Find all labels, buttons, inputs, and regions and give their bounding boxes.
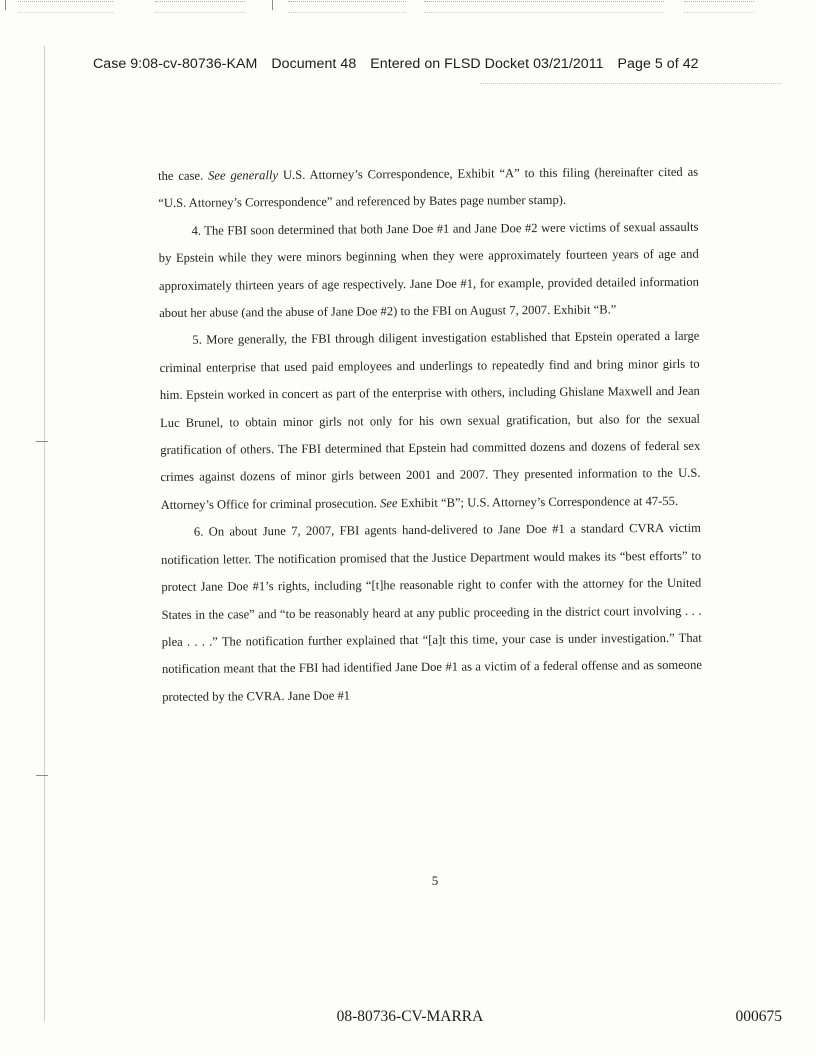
case-number: Case 9:08-cv-80736-KAM [93,56,258,72]
paragraph [158,159,698,218]
text-run: the case. [158,168,209,183]
text-run: 4. The FBI soon determined that both Jane Doe #1 and Jane Doe #2 were victims of sexual assaults by Epstein while they were minors beginning when they were approximately fourteen years of age and approximately thirteen years of age respectively. Jane Doe #1, for example, provided detailed information about her abuse (and the abuse of Jane Doe #2) to the FBI on August 7, 2007. Exhibit “B.” [158,219,700,321]
footer-case-id: 08-80736-CV-MARRA [336,1008,484,1025]
paragraph [159,323,700,519]
case-header [93,56,753,72]
bates-number: 000675 [735,1008,782,1025]
scan-artifact-top [0,0,816,14]
text-run: U.S. Attorney’s Correspondence, Exhibit “A” to this filing (hereinafter cited as “U.S. Attorney’s Correspondence” and referenced by Bates page number stamp). [158,164,699,211]
page-number: 5 [431,873,439,888]
citation-signal: See generally [208,168,279,183]
scan-margin-rule [44,46,45,1021]
text-run: 6. On about June 7, 2007, FBI agents hand-delivered to Jane Doe #1 a standard CVRA victim notification letter. The notification promised that the Justice Department would makes its “best efforts” to protect Jane Doe #1’s rights, including “[t]he reasonable right to confer with the attorney for the United States in the case” and “to be reasonably heard at any public proceeding in the district court involving . . . plea . . . .” The notification further explained that “[a]t this time, your case is under investigation.” That notification meant that the FBI had identified Jane Doe #1 as a victim of a federal offense and as someone protected by the CVRA. Jane Doe #1 [161,521,703,704]
scan-header-rule [480,83,780,84]
scan-margin-mark [36,775,48,776]
text-run: Exhibit “B”; U.S. Attorney’s Correspondence at 47-55. [397,493,679,511]
scan-margin-mark [36,441,48,442]
body-text [158,159,702,711]
document-number: Document 48 [271,56,357,72]
citation-signal: See [380,496,398,511]
page-of-total: Page 5 of 42 [617,56,699,72]
paragraph [158,214,699,328]
paragraph [161,515,702,711]
docket-entry: Entered on FLSD Docket 03/21/2011 [370,56,604,72]
text-run: 5. More generally, the FBI through diligent investigation established that Epstein operated a large criminal enterprise that used paid employees and underlings to repeatedly find and bring minor girls to him. Epstein worked in concert as part of the enterprise with others, including Ghislane Maxwell and Jean Luc Brunel, to obtain minor girls not only for his own sexual gratification, but also for the sexual gratification of others. The FBI determined that Epstein had committed dozens and dozens of federal sex crimes against dozens of minor girls between 2001 and 2007. They presented information to the U.S. Attorney’s Office for criminal prosecution. [159,329,701,512]
